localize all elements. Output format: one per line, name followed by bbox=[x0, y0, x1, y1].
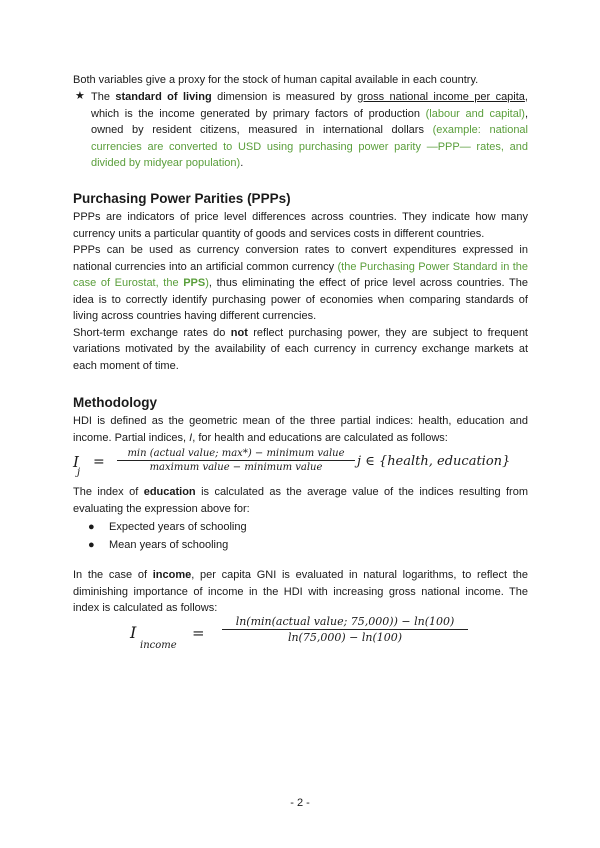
ppp-paragraph-2: PPPs can be used as currency conversion rates to convert expenditures expressed in national currencies into an artificial common currency (the Purchasing Power Standard in the case of Eurostat, the PPS), thus eliminating the effect of price level across countries. The idea is to correctly identify purchasing power of economies when comparing standards of living across countries having different currencies. bbox=[73, 244, 528, 322]
star-bullet-icon: ★ bbox=[75, 90, 85, 102]
education-list bbox=[73, 518, 528, 554]
education-paragraph: The index of education is calculated as the average value of the indices resulting from evaluating the expression above for: bbox=[73, 486, 529, 515]
equation-health-education bbox=[73, 448, 543, 484]
ppp-section bbox=[73, 190, 528, 374]
page-number: - 2 - bbox=[290, 797, 310, 809]
bullet-icon: ● bbox=[88, 521, 95, 533]
methodology-paragraph-1: HDI is defined as the geometric mean of the three partial indices: health, education and income. Partial indices, I, for health and educations are calculated as follows: bbox=[73, 415, 528, 444]
eq1-domain: j ∈ {health, education} bbox=[357, 454, 511, 469]
methodology-section bbox=[73, 394, 528, 446]
income-paragraph: In the case of income, per capita GNI is evaluated in natural logarithms, to reflect the diminishing importance of income in the HDI with increasing gross national income. The index is calculated as follows: bbox=[73, 569, 529, 614]
list-item: ● Mean years of schooling bbox=[73, 536, 528, 554]
living-standard-text: The standard of living dimension is measured by gross national income per capita, which is the income generated by primary factors of production (labour and capital), owned by resident citizens, measured in international dollars (example: national currencies are converted to USD using purchasing power parity —PPP— rates, and divided by midyear population). bbox=[91, 91, 529, 169]
intro-text: Both variables give a proxy for the stock of human capital available in each country. bbox=[73, 74, 479, 86]
ppp-paragraph-1: PPPs are indicators of price level differences across countries. They indicate how many currency units a particular quantity of goods and services costs in different countries. bbox=[73, 211, 528, 240]
equation-income bbox=[130, 615, 480, 655]
bullet-icon: ● bbox=[88, 539, 95, 551]
eq2-numerator: ln(min(actual value; 75,000)) − ln(100) bbox=[222, 615, 468, 630]
eq2-denominator: ln(75,000) − ln(100) bbox=[287, 631, 403, 644]
eq1-fraction bbox=[117, 448, 355, 473]
education-section bbox=[73, 484, 528, 554]
eq2-subscript: income bbox=[140, 640, 177, 651]
living-standard-item bbox=[75, 89, 529, 172]
eq2-equals: = bbox=[192, 624, 205, 642]
eq2-lhs: I bbox=[130, 623, 137, 642]
eq2-fraction bbox=[222, 615, 468, 644]
eq1-equals: = bbox=[93, 454, 105, 470]
gni-link[interactable]: gross national income per capita bbox=[357, 91, 525, 103]
intro-paragraph bbox=[73, 72, 528, 89]
list-item: ● Expected years of schooling bbox=[73, 518, 528, 536]
eq1-numerator: min (actual value; max*) − minimum value bbox=[117, 448, 355, 461]
eq1-denominator: maximum value − minimum value bbox=[149, 462, 323, 473]
eq1-lhs: I bbox=[73, 453, 79, 471]
income-section bbox=[73, 567, 528, 617]
methodology-heading: Methodology bbox=[73, 395, 157, 410]
eq1-subscript: j bbox=[77, 467, 81, 478]
ppp-paragraph-3: Short-term exchange rates do not reflect purchasing power, they are subject to frequent variations motivated by the availability of each currency in currency exchange markets at each moment of time. bbox=[73, 326, 528, 372]
ppp-heading: Purchasing Power Parities (PPPs) bbox=[73, 191, 291, 206]
